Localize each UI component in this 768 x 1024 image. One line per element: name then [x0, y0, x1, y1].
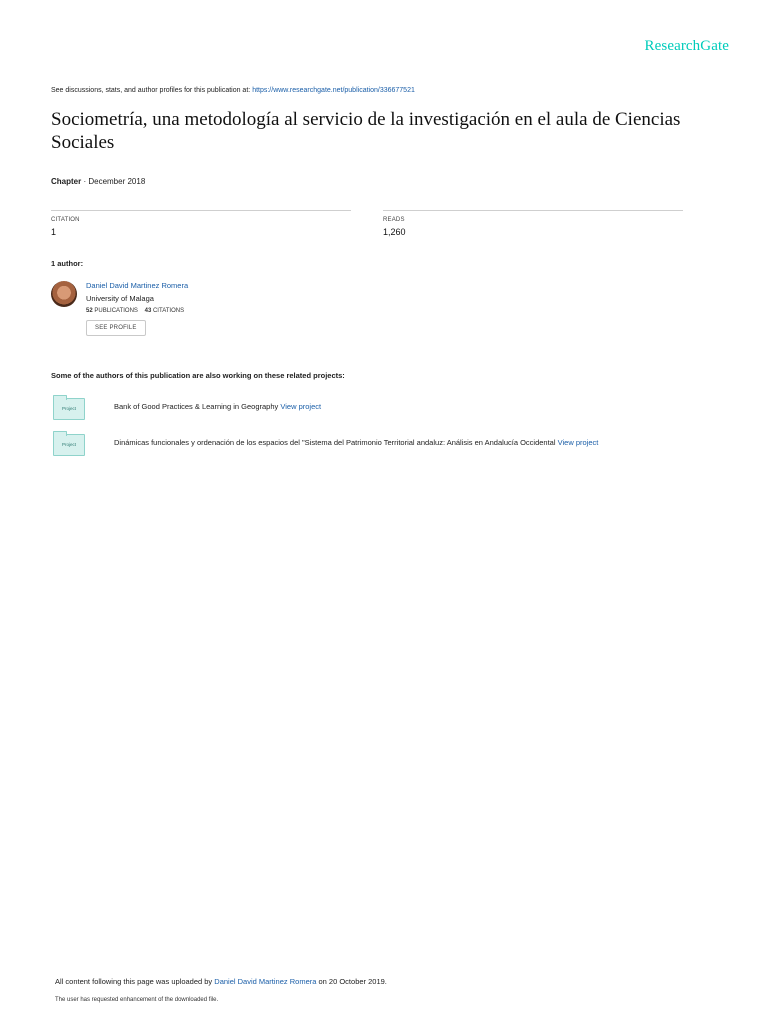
publication-title: Sociometría, una metodología al servicio de la investigación en el aula de Ciencias Sociales	[51, 109, 681, 153]
author-card	[86, 281, 188, 336]
project-icon-label: Project	[61, 442, 76, 447]
project-text	[114, 438, 598, 447]
publication-date: December 2018	[88, 177, 146, 186]
discussion-prefix: See discussions, stats, and author profiles for this publication at:	[51, 87, 251, 94]
reads-label: READS	[383, 217, 405, 223]
project-folder-icon[interactable]	[53, 398, 85, 420]
publications-count: 52	[86, 308, 93, 314]
project-text	[114, 402, 321, 411]
uploader-link[interactable]: Daniel David Martinez Romera	[214, 977, 317, 986]
publication-type: Chapter	[51, 177, 82, 186]
publication-url-link[interactable]: https://www.researchgate.net/publication/336677521	[252, 87, 415, 94]
publication-meta	[51, 177, 145, 186]
see-profile-button[interactable]: SEE PROFILE	[86, 320, 146, 336]
project-folder-icon[interactable]	[53, 434, 85, 456]
enhancement-note: The user has requested enhancement of the downloaded file.	[55, 997, 219, 1003]
citations-label: CITATIONS	[152, 308, 185, 314]
author-affiliation: University of Malaga	[86, 294, 154, 303]
reads-stat	[383, 210, 683, 237]
meta-separator: ·	[81, 177, 89, 186]
project-icon-label: Project	[61, 406, 76, 411]
upload-suffix: on 20 October 2019.	[318, 977, 387, 986]
citations-count: 43	[144, 308, 152, 314]
reads-value: 1,260	[383, 227, 406, 237]
author-avatar[interactable]	[51, 281, 77, 307]
related-projects-heading: Some of the authors of this publication are also working on these related projects:	[51, 371, 345, 380]
citation-label: CITATION	[51, 217, 80, 223]
discussion-line	[51, 87, 415, 94]
view-project-link[interactable]: View project	[280, 402, 322, 411]
authors-heading: 1 author:	[51, 259, 84, 268]
publications-label: PUBLICATIONS	[94, 308, 138, 314]
citation-stat	[51, 210, 351, 237]
author-stats	[86, 308, 188, 314]
project-title: Dinámicas funcionales y ordenación de los espacios del "Sistema del Patrimonio Territorial andaluz: Análisis en Andalucía Occidental	[114, 438, 556, 447]
author-name-link[interactable]: Daniel David Martinez Romera	[86, 281, 189, 290]
view-project-link[interactable]: View project	[557, 438, 599, 447]
upload-notice	[55, 977, 387, 986]
researchgate-logo[interactable]: ResearchGate	[644, 38, 729, 54]
upload-prefix: All content following this page was uploaded by	[55, 977, 213, 986]
project-title: Bank of Good Practices & Learning in Geography	[114, 402, 279, 411]
citation-value: 1	[51, 227, 57, 237]
